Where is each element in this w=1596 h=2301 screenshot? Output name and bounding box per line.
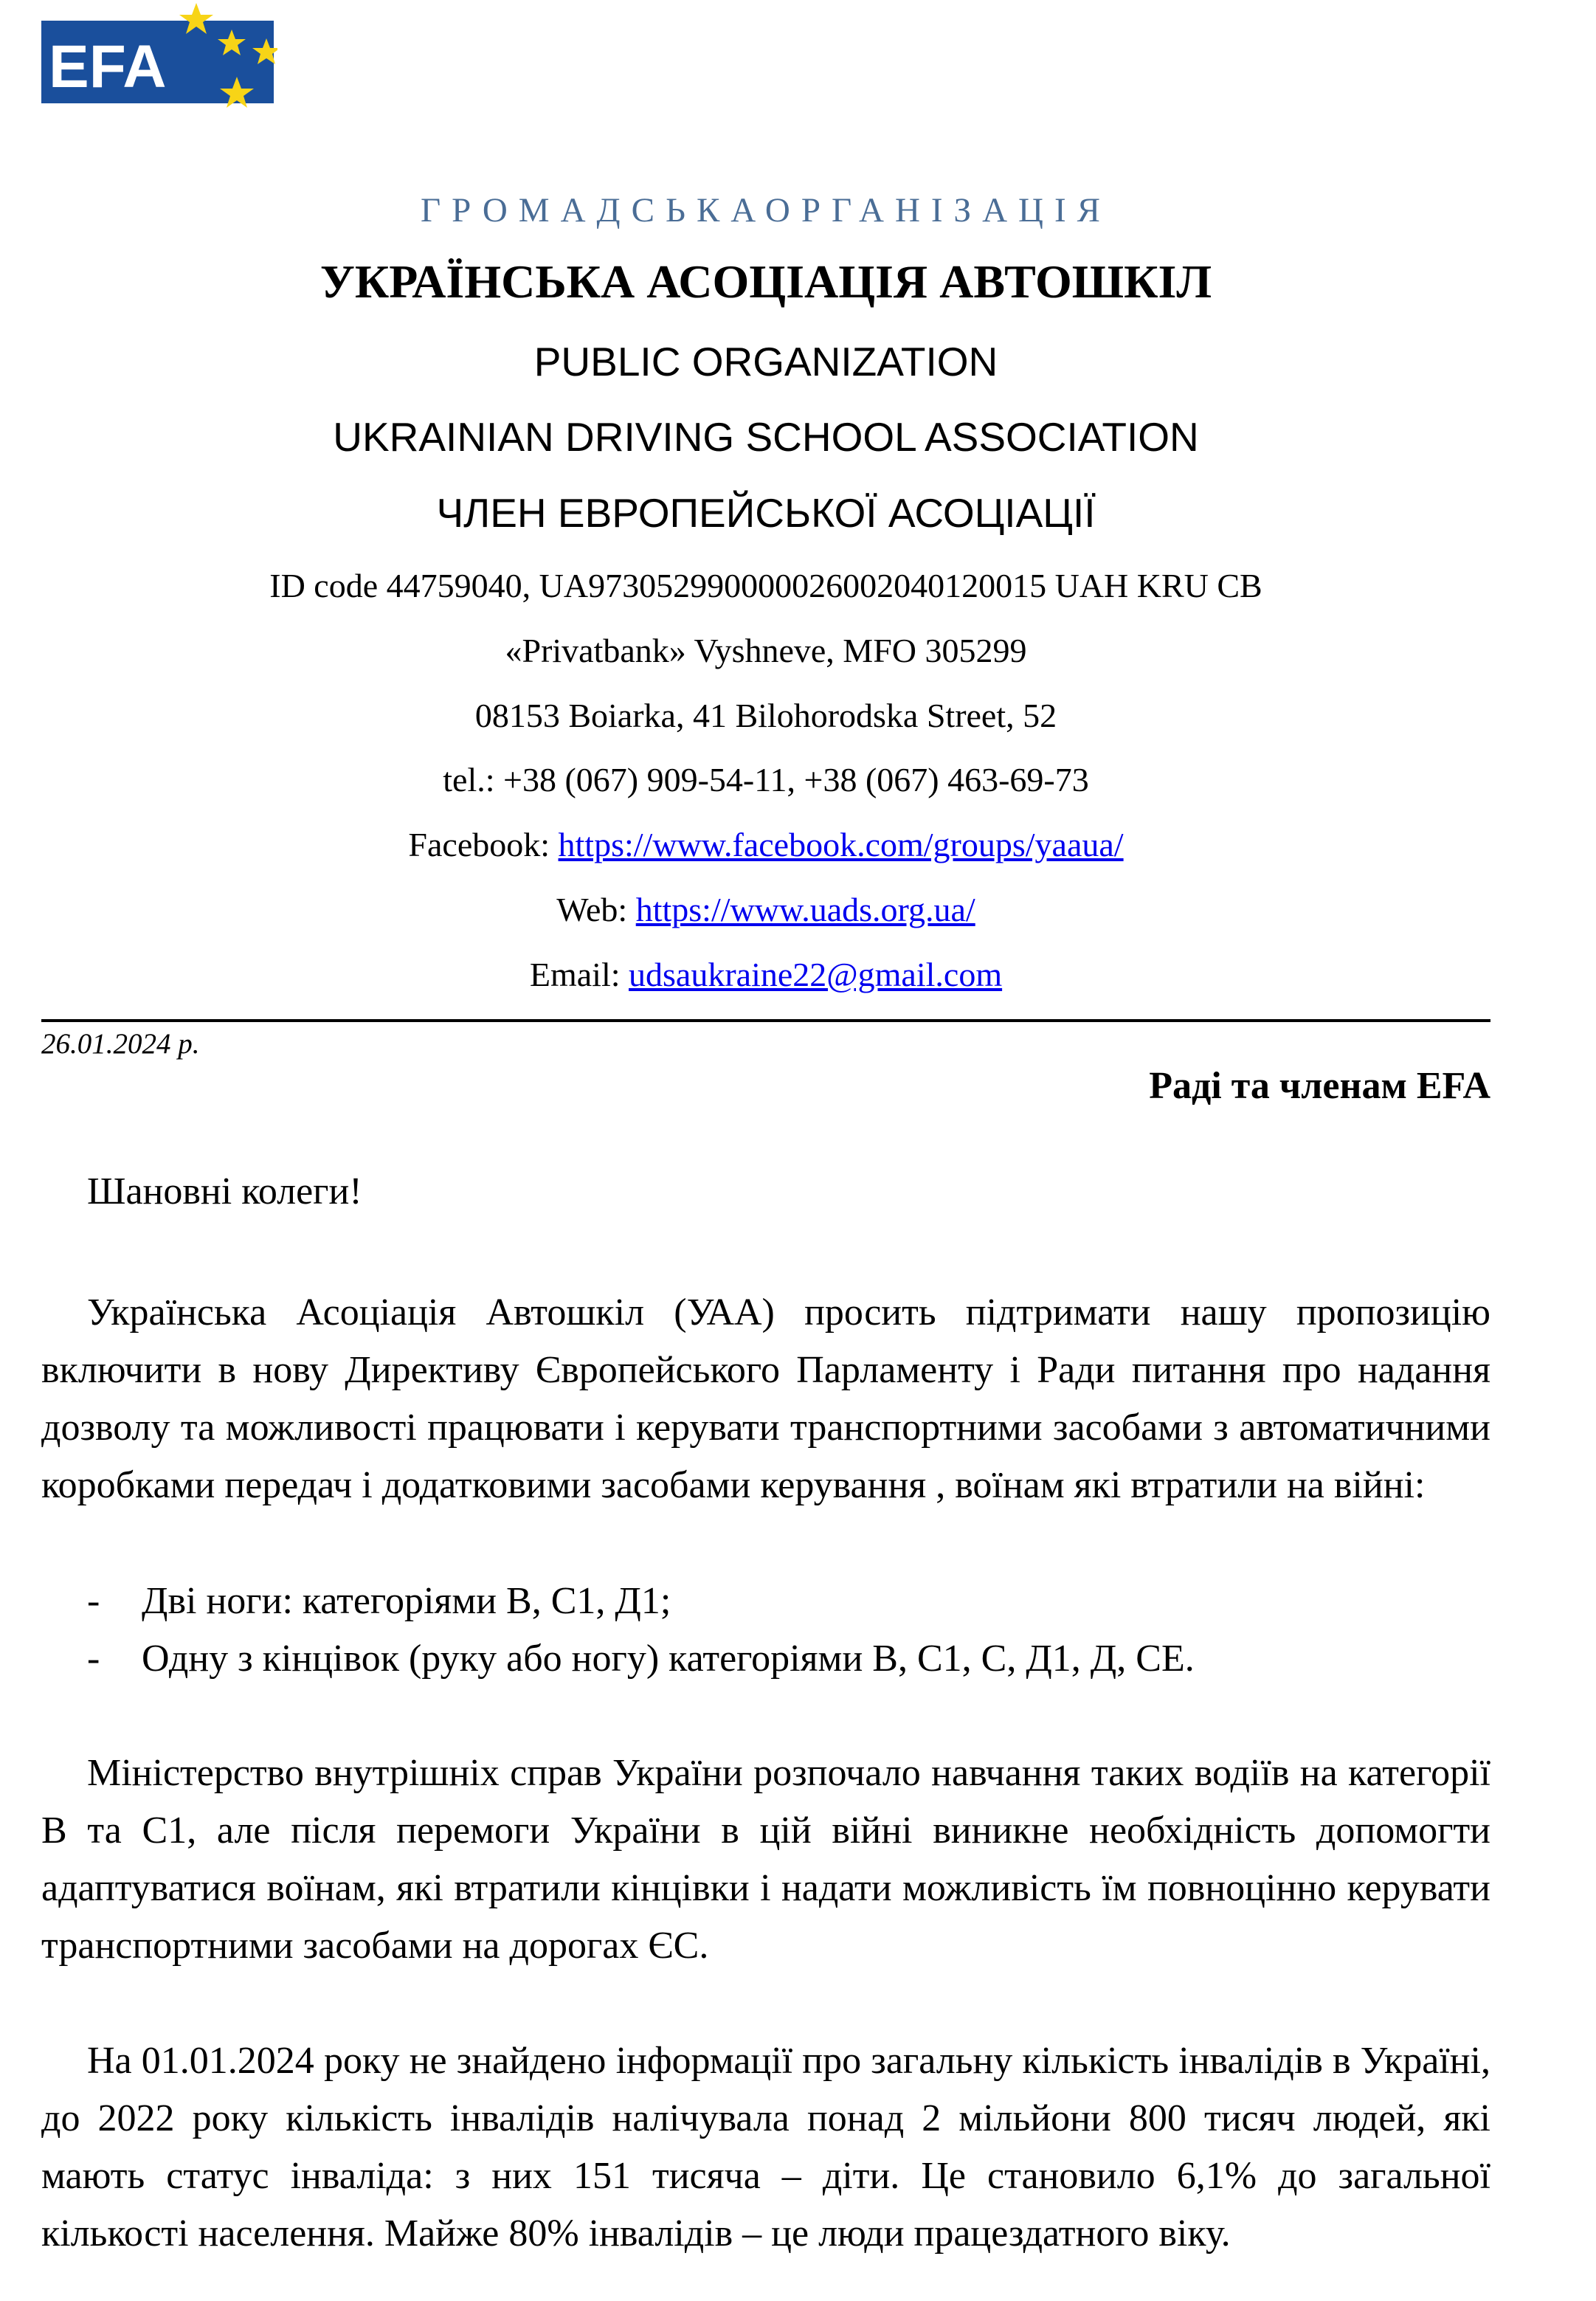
list-item-text: Одну з кінцівок (руку або ногу) категоріями В, С1, С, Д1, Д, СЕ.: [142, 1638, 1195, 1680]
org-name-heading: УКРАЇНСЬКА АСОЦІАЦІЯ АВТОШКІЛ: [319, 255, 1212, 308]
web-label: Web:: [556, 891, 636, 928]
body-paragraph-3: [41, 2032, 1490, 2263]
body-paragraph-2: [41, 1745, 1490, 1975]
org-name-english: UKRAINIAN DRIVING SCHOOL ASSOCIATION: [333, 414, 1199, 460]
bullet-marker: -: [87, 1580, 100, 1622]
id-code-line: ID code 44759040, UA973052990000026002040120015 UAH KRU CB: [269, 567, 1262, 604]
email-link[interactable]: udsaukraine22@gmail.com: [629, 956, 1003, 993]
email-label: Email:: [529, 956, 629, 993]
email-line: [0, 955, 1532, 994]
list-item: [41, 1573, 1490, 1630]
bullet-list: [41, 1573, 1490, 1688]
facebook-link[interactable]: https://www.facebook.com/groups/yaaua/: [558, 826, 1124, 863]
org-type-heading: ГРОМАДСЬКАОРГАНІЗАЦІЯ: [420, 191, 1111, 230]
list-item-text: Дві ноги: категоріями В, С1, Д1;: [142, 1580, 671, 1622]
facebook-label: Facebook:: [408, 826, 559, 863]
bank-line: «Privatbank» Vyshneve, MFO 305299: [505, 632, 1027, 669]
logo-text: EFA: [49, 33, 167, 100]
phone-line: tel.: +38 (067) 909-54-11, +38 (067) 463-69-73: [443, 761, 1089, 798]
header-divider: [41, 1019, 1490, 1022]
membership-line: ЧЛЕН ЕВРОПЕЙСЬКОЇ АСОЦІАЦІЇ: [436, 490, 1096, 536]
greeting: Шановні колеги!: [87, 1170, 362, 1212]
letter-date: 26.01.2024 р.: [41, 1028, 200, 1060]
web-line: [0, 890, 1532, 929]
website-link[interactable]: https://www.uads.org.ua/: [635, 891, 975, 928]
address-line: 08153 Boiarka, 41 Bilohorodska Street, 52: [474, 697, 1057, 734]
efa-logo: [41, 0, 277, 118]
paragraph-text: На 01.01.2024 року не знайдено інформації про загальну кількість інвалідів в Україні, до 2022 року кількість інвалідів налічувала понад 2 мільйони 800 тисяч людей, які мають статус інваліда: з них 151 тисяча – діти. Це становило 6,1% до загальної кількості населення. Майже 80% інвалідів – це люди працездатного віку.: [41, 2040, 1490, 2255]
facebook-line: [0, 825, 1532, 864]
body-paragraph-1: [41, 1284, 1490, 1514]
paragraph-text: Міністерство внутрішніх справ України розпочало навчання таких водіїв на категорії В та С1, але після перемоги України в цій війні виникне необхідність допомогти адаптуватися воїнам, які втратили кінцівки і надати можливість їм повноцінно керувати транспортними засобами на дорогах ЄС.: [41, 1752, 1490, 1967]
paragraph-text: Українська Асоціація Автошкіл (УАА) просить підтримати нашу пропозицію включити в нову Директиву Європейського Парламенту і Ради питання про надання дозволу та можливості працювати і керувати транспортними засобами з автоматичними коробками передач і додатковими засобами керування , воїнам які втратили на війні:: [41, 1291, 1490, 1506]
list-item: [41, 1630, 1490, 1688]
addressee: Раді та членам EFA: [1149, 1065, 1490, 1107]
bullet-marker: -: [87, 1638, 100, 1680]
org-type-english: PUBLIC ORGANIZATION: [533, 339, 998, 384]
